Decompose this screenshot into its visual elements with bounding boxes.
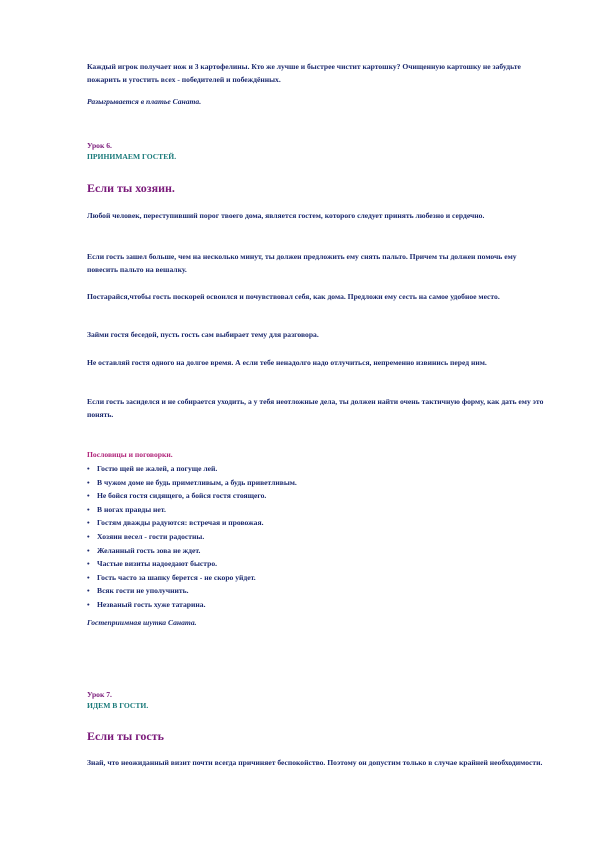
lesson-6-paragraph: Если гость засиделся и не собирается уходить, а у тебя неотложные дела, ты должен найти очень тактичную форму, как дать ему это понять. xyxy=(87,397,544,419)
proverb-text: Частые визиты надоедают быстро. xyxy=(97,559,218,569)
list-item: • Желанный гость зова не ждет. xyxy=(87,545,201,555)
list-item: • Хозяин весел - гости радостны. xyxy=(87,531,205,541)
proverb-text: Гостям дважды радуются: встречая и провожая. xyxy=(97,518,264,528)
proverb-text: Хозяин весел - гости радостны. xyxy=(97,531,205,541)
proverb-text: Незваный гость хуже татарина. xyxy=(97,599,206,609)
lesson-6-paragraph: Не оставляй гостя одного на долгое время. А если тебе ненадолго надо отлучиться, непременно извинись перед ним. xyxy=(87,358,487,367)
proverbs-list xyxy=(87,462,297,612)
lesson-6-paragraph: Постарайся,чтобы гость поскорей освоился и почувствовал себя, как дома. Предложи ему сесть на самое удобное место. xyxy=(87,292,500,301)
proverb-text: Гость часто за шапку берется - не скоро уйдет. xyxy=(97,572,256,582)
list-item: • Гость часто за шапку берется - не скоро уйдет. xyxy=(87,572,256,582)
lesson-6-closing: Гостеприимная шутка Саната. xyxy=(87,618,197,627)
list-item: • Всяк гости не уполучнить. xyxy=(87,586,189,596)
list-item: • Гостям дважды радуются: встречая и провожая. xyxy=(87,518,264,528)
proverb-text: Желанный гость зова не ждет. xyxy=(97,545,201,555)
lesson-7-title: ИДЕМ В ГОСТИ. xyxy=(87,701,149,710)
lesson-6-paragraph: Если гость зашел больше, чем на несколько минут, ты должен предложить ему снять пальто. Причем ты должен помочь ему повесить пальто на вешалку. xyxy=(87,252,517,274)
list-item: • В чужом доме не будь приметливым, а будь приветливым. xyxy=(87,477,297,487)
proverb-text: В ногах правды нет. xyxy=(97,504,166,514)
intro-paragraph: Каждый игрок получает нож и 3 картофелины. Кто же лучше и быстрее чистит картошку? Очищенную картошку не забудьте пожарить и угостить всех - победителей и побеждённых. xyxy=(87,62,521,84)
proverb-text: Всяк гости не уполучнить. xyxy=(97,586,189,596)
proverb-text: В чужом доме не будь приметливым, а будь приветливым. xyxy=(97,477,297,487)
list-item: • Частые визиты надоедают быстро. xyxy=(87,559,218,569)
lesson-6-heading: Если ты хозяин. xyxy=(87,181,175,195)
list-item: • В ногах правды нет. xyxy=(87,504,166,514)
list-item: • Гостю щей не жалей, а погуще лей. xyxy=(87,464,218,473)
proverbs-title: Пословицы и поговорки. xyxy=(87,450,173,459)
lesson-6-paragraph: Займи гостя беседой, пусть гость сам выбирает тему для разговора. xyxy=(87,330,319,339)
list-item: • Незваный гость хуже татарина. xyxy=(87,599,206,609)
intro-note: Разыгрывается в платье Саната. xyxy=(87,97,202,106)
lesson-6-title: ПРИНИМАЕМ ГОСТЕЙ. xyxy=(87,152,177,161)
lesson-7-paragraph: Знай, что неожиданный визит почти всегда причиняет беспокойство. Поэтому он допустим только в случае крайней необходимости. xyxy=(87,758,543,767)
lesson-7-heading: Если ты гость xyxy=(87,729,164,743)
list-item: • Не бойся гостя сидящего, а бойся гостя стоящего. xyxy=(87,491,267,501)
lesson-6-paragraph: Любой человек, переступивший порог твоего дома, является гостем, которого следует принять любезно и сердечно. xyxy=(87,211,485,220)
proverb-text: Гостю щей не жалей, а погуще лей. xyxy=(97,464,218,473)
lesson-7-label: Урок 7. xyxy=(87,690,112,699)
lesson-6-label: Урок 6. xyxy=(87,141,112,150)
proverb-text: Не бойся гостя сидящего, а бойся гостя стоящего. xyxy=(97,491,267,501)
